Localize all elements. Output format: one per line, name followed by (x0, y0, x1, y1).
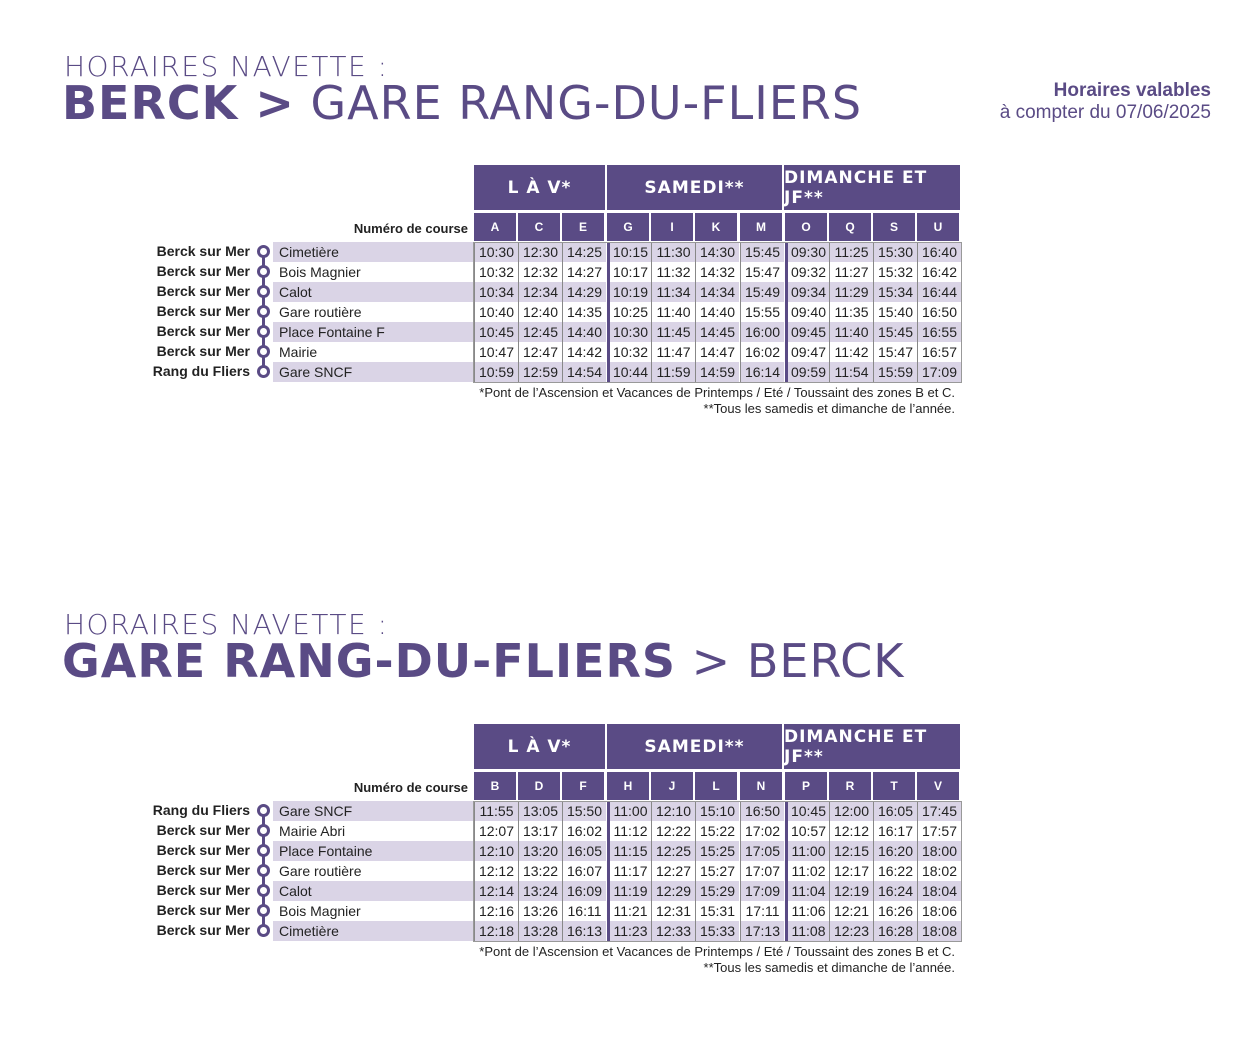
city-label: Berck sur Mer (156, 822, 250, 838)
time-cell: 15:45 (740, 242, 784, 262)
time-cell: 14:32 (695, 262, 739, 282)
time-cell: 16:57 (917, 342, 961, 362)
time-cell: 15:31 (695, 901, 739, 921)
time-cell: 10:15 (607, 242, 651, 262)
time-cell: 12:25 (651, 841, 695, 861)
time-cell: 11:23 (607, 921, 651, 941)
time-cell: 17:13 (740, 921, 784, 941)
time-cell: 12:10 (651, 801, 695, 821)
stop-row (0, 302, 962, 322)
time-cell: 16:42 (917, 262, 961, 282)
time-cell: 13:05 (518, 801, 562, 821)
time-cell: 11:40 (651, 302, 695, 322)
time-cell: 15:59 (873, 362, 917, 382)
time-cell: 18:08 (917, 921, 961, 941)
time-cell: 14:30 (695, 242, 739, 262)
time-cell: 15:55 (740, 302, 784, 322)
time-cell: 10:30 (607, 322, 651, 342)
time-cell: 11:55 (474, 801, 518, 821)
time-cell: 11:40 (829, 322, 873, 342)
time-cell: 12:22 (651, 821, 695, 841)
stop-row (0, 801, 962, 821)
stop-dot-icon (257, 325, 270, 338)
time-cell: 16:09 (562, 881, 606, 901)
time-cell: 17:57 (917, 821, 961, 841)
course-code: R (829, 772, 871, 800)
stop-name: Mairie Abri (279, 823, 346, 839)
stop-row (0, 921, 962, 941)
course-code: F (562, 772, 604, 800)
time-cell: 11:12 (607, 821, 651, 841)
time-cell: 16:24 (873, 881, 917, 901)
time-cell: 12:31 (651, 901, 695, 921)
time-cell: 12:23 (829, 921, 873, 941)
time-cell: 12:21 (829, 901, 873, 921)
time-cell: 11:08 (785, 921, 829, 941)
course-number-label: Numéro de course (353, 780, 468, 795)
time-cell: 16:02 (562, 821, 606, 841)
validity-note (1000, 80, 1211, 124)
time-cell: 14:25 (562, 242, 606, 262)
time-cell: 12:29 (651, 881, 695, 901)
time-cell: 13:28 (518, 921, 562, 941)
time-cell: 12:34 (518, 282, 562, 302)
time-cell: 15:45 (873, 322, 917, 342)
time-cell: 15:22 (695, 821, 739, 841)
time-cell: 16:17 (873, 821, 917, 841)
time-cell: 11:29 (829, 282, 873, 302)
time-cell: 11:34 (651, 282, 695, 302)
time-cell: 16:05 (873, 801, 917, 821)
title-small-1: HORAIRES NAVETTE : (64, 50, 389, 83)
stop-row (0, 861, 962, 881)
stop-row (0, 322, 962, 342)
time-cell: 11:06 (785, 901, 829, 921)
time-cell: 12:33 (651, 921, 695, 941)
stop-name: Cimetière (273, 921, 473, 941)
time-cell: 10:19 (607, 282, 651, 302)
footnote-weekends: **Tous les samedis et dimanche de l’année. (703, 960, 955, 975)
time-cell: 11:15 (607, 841, 651, 861)
time-cell: 13:17 (518, 821, 562, 841)
time-cell: 15:29 (695, 881, 739, 901)
time-cell: 11:59 (651, 362, 695, 382)
course-code: Q (829, 213, 871, 241)
time-cell: 12:16 (474, 901, 518, 921)
time-cell: 10:45 (474, 322, 518, 342)
city-label: Rang du Fliers (152, 802, 250, 818)
time-cell: 12:30 (518, 242, 562, 262)
time-cell: 17:02 (740, 821, 784, 841)
time-cell: 09:32 (785, 262, 829, 282)
time-cell: 11:25 (829, 242, 873, 262)
stop-dot-icon (257, 345, 270, 358)
time-cell: 16:11 (562, 901, 606, 921)
city-label: Berck sur Mer (156, 303, 250, 319)
time-cell: 10:44 (607, 362, 651, 382)
time-cell: 17:45 (917, 801, 961, 821)
course-code: E (562, 213, 604, 241)
city-label: Berck sur Mer (156, 902, 250, 918)
time-cell: 14:29 (562, 282, 606, 302)
time-cell: 12:14 (474, 881, 518, 901)
time-cell: 15:40 (873, 302, 917, 322)
time-cell: 12:10 (474, 841, 518, 861)
course-code: M (740, 213, 782, 241)
course-code: G (607, 213, 649, 241)
time-cell: 12:12 (474, 861, 518, 881)
stop-name: Calot (273, 282, 473, 302)
time-cell: 15:33 (695, 921, 739, 941)
course-code: J (651, 772, 693, 800)
footnote-holidays: *Pont de l’Ascension et Vacances de Printemps / Eté / Toussaint des zones B et C. (479, 944, 955, 959)
time-cell: 16:20 (873, 841, 917, 861)
stop-row (0, 821, 962, 841)
time-cell: 15:47 (740, 262, 784, 282)
title-small-2: HORAIRES NAVETTE : (64, 608, 389, 641)
time-cell: 16:05 (562, 841, 606, 861)
time-cell: 18:00 (917, 841, 961, 861)
time-cell: 15:30 (873, 242, 917, 262)
time-cell: 11:27 (829, 262, 873, 282)
course-code: D (518, 772, 560, 800)
time-cell: 16:13 (562, 921, 606, 941)
city-label: Berck sur Mer (156, 922, 250, 938)
time-cell: 17:07 (740, 861, 784, 881)
title-bold-2: GARE RANG-DU-FLIERS (62, 634, 677, 688)
time-cell: 16:14 (740, 362, 784, 382)
course-code: N (740, 772, 782, 800)
time-cell: 11:45 (651, 322, 695, 342)
stop-row (0, 881, 962, 901)
stop-name: Gare routière (279, 863, 362, 879)
time-cell: 16:00 (740, 322, 784, 342)
stop-name: Bois Magnier (279, 903, 361, 919)
stop-name: Mairie (279, 344, 318, 360)
footnote-holidays: *Pont de l’Ascension et Vacances de Printemps / Eté / Toussaint des zones B et C. (479, 385, 955, 400)
time-cell: 09:47 (785, 342, 829, 362)
time-cell: 12:17 (829, 861, 873, 881)
course-code: I (651, 213, 693, 241)
time-cell: 17:09 (740, 881, 784, 901)
course-code: B (474, 772, 516, 800)
course-code: H (607, 772, 649, 800)
stop-name: Gare SNCF (273, 362, 473, 382)
time-cell: 11:00 (785, 841, 829, 861)
city-label: Rang du Fliers (152, 363, 250, 379)
time-cell: 11:02 (785, 861, 829, 881)
stop-dot-icon (257, 864, 270, 877)
time-cell: 15:50 (562, 801, 606, 821)
stop-dot-icon (257, 824, 270, 837)
group-header: SAMEDI** (607, 165, 782, 210)
time-cell: 12:47 (518, 342, 562, 362)
time-cell: 16:44 (917, 282, 961, 302)
time-cell: 13:24 (518, 881, 562, 901)
group-header: DIMANCHE ET JF** (784, 724, 960, 769)
time-cell: 11:21 (607, 901, 651, 921)
time-cell: 12:59 (518, 362, 562, 382)
time-cell: 12:45 (518, 322, 562, 342)
time-cell: 16:50 (917, 302, 961, 322)
stop-dot-icon (257, 884, 270, 897)
time-cell: 12:18 (474, 921, 518, 941)
time-cell: 13:26 (518, 901, 562, 921)
time-cell: 15:49 (740, 282, 784, 302)
time-cell: 11:54 (829, 362, 873, 382)
city-label: Berck sur Mer (156, 343, 250, 359)
time-cell: 14:40 (562, 322, 606, 342)
stop-dot-icon (257, 365, 270, 378)
time-cell: 18:02 (917, 861, 961, 881)
time-cell: 16:26 (873, 901, 917, 921)
time-cell: 16:02 (740, 342, 784, 362)
time-cell: 10:40 (474, 302, 518, 322)
time-cell: 12:07 (474, 821, 518, 841)
time-cell: 13:22 (518, 861, 562, 881)
stop-dot-icon (257, 305, 270, 318)
time-cell: 12:40 (518, 302, 562, 322)
city-label: Berck sur Mer (156, 283, 250, 299)
time-cell: 11:30 (651, 242, 695, 262)
stop-dot-icon (257, 285, 270, 298)
time-cell: 10:47 (474, 342, 518, 362)
validity-date: à compter du 07/06/2025 (999, 102, 1211, 123)
stop-dot-icon (257, 804, 270, 817)
time-cell: 15:34 (873, 282, 917, 302)
time-cell: 10:25 (607, 302, 651, 322)
stop-dot-icon (257, 265, 270, 278)
city-label: Berck sur Mer (156, 882, 250, 898)
footnote-weekends: **Tous les samedis et dimanche de l’année. (703, 401, 955, 416)
title-bold-1: BERCK > (62, 76, 295, 130)
time-cell: 16:55 (917, 322, 961, 342)
city-label: Berck sur Mer (156, 243, 250, 259)
stop-dot-icon (257, 904, 270, 917)
time-cell: 09:59 (785, 362, 829, 382)
time-cell: 18:04 (917, 881, 961, 901)
time-cell: 12:27 (651, 861, 695, 881)
course-code: P (785, 772, 827, 800)
time-cell: 16:07 (562, 861, 606, 881)
city-label: Berck sur Mer (156, 862, 250, 878)
time-cell: 15:25 (695, 841, 739, 861)
time-cell: 09:34 (785, 282, 829, 302)
course-code: U (917, 213, 959, 241)
stop-name: Place Fontaine F (273, 322, 473, 342)
time-cell: 12:00 (829, 801, 873, 821)
time-cell: 14:45 (695, 322, 739, 342)
time-cell: 17:05 (740, 841, 784, 861)
time-cell: 17:09 (917, 362, 961, 382)
stop-name: Bois Magnier (279, 264, 361, 280)
time-cell: 10:32 (474, 262, 518, 282)
time-cell: 11:35 (829, 302, 873, 322)
time-cell: 14:54 (562, 362, 606, 382)
time-cell: 11:17 (607, 861, 651, 881)
stop-row (0, 242, 962, 262)
stop-name: Cimetière (273, 242, 473, 262)
time-cell: 17:11 (740, 901, 784, 921)
course-number-label: Numéro de course (353, 221, 468, 236)
time-cell: 15:27 (695, 861, 739, 881)
group-header: SAMEDI** (607, 724, 782, 769)
time-cell: 10:30 (474, 242, 518, 262)
city-label: Berck sur Mer (156, 323, 250, 339)
time-cell: 12:12 (829, 821, 873, 841)
time-cell: 09:30 (785, 242, 829, 262)
course-code: V (917, 772, 959, 800)
time-cell: 11:32 (651, 262, 695, 282)
city-label: Berck sur Mer (156, 263, 250, 279)
stop-dot-icon (257, 924, 270, 937)
time-cell: 09:45 (785, 322, 829, 342)
time-cell: 11:00 (607, 801, 651, 821)
group-header: L À V* (474, 165, 605, 210)
city-label: Berck sur Mer (156, 842, 250, 858)
time-cell: 11:42 (829, 342, 873, 362)
course-code: K (695, 213, 737, 241)
time-cell: 11:47 (651, 342, 695, 362)
course-code: L (695, 772, 737, 800)
stop-row (0, 841, 962, 861)
time-cell: 14:35 (562, 302, 606, 322)
course-code: T (873, 772, 915, 800)
course-code: C (518, 213, 560, 241)
group-header: L À V* (474, 724, 605, 769)
time-cell: 15:32 (873, 262, 917, 282)
stop-row (0, 342, 962, 362)
title-light-2: > BERCK (691, 634, 905, 688)
stop-name: Calot (273, 881, 473, 901)
time-cell: 15:10 (695, 801, 739, 821)
time-cell: 14:27 (562, 262, 606, 282)
time-cell: 12:15 (829, 841, 873, 861)
title-light-1: GARE RANG-DU-FLIERS (310, 76, 863, 130)
time-cell: 14:47 (695, 342, 739, 362)
time-cell: 10:32 (607, 342, 651, 362)
time-cell: 10:59 (474, 362, 518, 382)
course-code: A (474, 213, 516, 241)
time-cell: 11:19 (607, 881, 651, 901)
title-route-1 (62, 76, 862, 130)
stop-row (0, 262, 962, 282)
time-cell: 10:17 (607, 262, 651, 282)
time-cell: 10:57 (785, 821, 829, 841)
time-cell: 18:06 (917, 901, 961, 921)
course-code: S (873, 213, 915, 241)
time-cell: 14:42 (562, 342, 606, 362)
time-cell: 14:40 (695, 302, 739, 322)
title-route-2 (62, 634, 904, 688)
time-cell: 10:34 (474, 282, 518, 302)
stop-name: Place Fontaine (273, 841, 473, 861)
time-cell: 16:28 (873, 921, 917, 941)
time-cell: 15:47 (873, 342, 917, 362)
stop-name: Gare routière (279, 304, 362, 320)
time-cell: 12:32 (518, 262, 562, 282)
time-cell: 14:34 (695, 282, 739, 302)
course-code: O (785, 213, 827, 241)
time-cell: 09:40 (785, 302, 829, 322)
stop-dot-icon (257, 245, 270, 258)
stop-row (0, 362, 962, 382)
time-cell: 16:50 (740, 801, 784, 821)
stop-name: Gare SNCF (273, 801, 473, 821)
time-cell: 13:20 (518, 841, 562, 861)
time-cell: 10:45 (785, 801, 829, 821)
time-cell: 11:04 (785, 881, 829, 901)
time-cell: 12:19 (829, 881, 873, 901)
time-cell: 16:40 (917, 242, 961, 262)
stop-row (0, 282, 962, 302)
stop-row (0, 901, 962, 921)
group-header: DIMANCHE ET JF** (784, 165, 960, 210)
time-cell: 14:59 (695, 362, 739, 382)
time-cell: 16:22 (873, 861, 917, 881)
stop-dot-icon (257, 844, 270, 857)
validity-title: Horaires valables (1053, 80, 1211, 101)
